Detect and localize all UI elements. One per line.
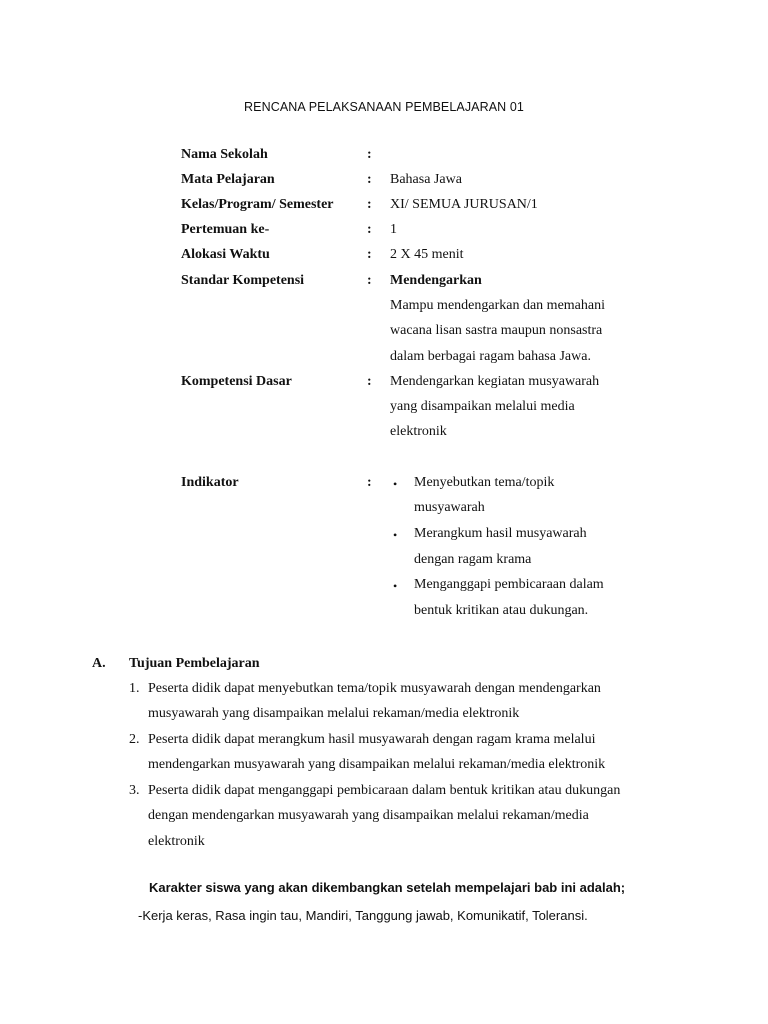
field-value: 2 X 45 menit bbox=[390, 247, 464, 262]
list-item-line: Peserta didik dapat merangkum hasil musyawarah dengan ragam krama melalui bbox=[148, 732, 596, 747]
bullet-icon: • bbox=[393, 579, 398, 593]
field-label: Standar Kompetensi bbox=[181, 273, 305, 288]
field-value: XI/ SEMUA JURUSAN/1 bbox=[390, 197, 538, 212]
field-label: Alokasi Waktu bbox=[181, 247, 270, 262]
list-item-line: elektronik bbox=[148, 834, 205, 849]
field-separator: : bbox=[367, 197, 372, 212]
field-heading: Mendengarkan bbox=[390, 273, 482, 288]
field-separator: : bbox=[367, 222, 372, 237]
list-number: 3. bbox=[129, 783, 140, 798]
indikator-item-line: Menganggapi pembicaraan dalam bbox=[414, 577, 604, 592]
section-title: Tujuan Pembelajaran bbox=[129, 656, 260, 671]
field-label: Pertemuan ke- bbox=[181, 222, 270, 237]
list-item-line: musyawarah yang disampaikan melalui rekaman/media elektronik bbox=[148, 706, 520, 721]
field-value-line: Mampu mendengarkan dan memahani bbox=[390, 298, 605, 313]
list-number: 1. bbox=[129, 681, 140, 696]
indikator-item-line: Merangkum hasil musyawarah bbox=[414, 526, 587, 541]
field-label: Kelas/Program/ Semester bbox=[181, 197, 334, 212]
field-label: Nama Sekolah bbox=[181, 147, 268, 162]
karakter-heading: Karakter siswa yang akan dikembangkan setelah mempelajari bab ini adalah; bbox=[149, 880, 626, 895]
field-value-line: yang disampaikan melalui media bbox=[390, 399, 575, 414]
field-separator: : bbox=[367, 247, 372, 262]
karakter-values: -Kerja keras, Rasa ingin tau, Mandiri, Tanggung jawab, Komunikatif, Toleransi. bbox=[138, 908, 588, 923]
field-separator: : bbox=[367, 475, 372, 490]
list-item-line: Peserta didik dapat menyebutkan tema/topik musyawarah dengan mendengarkan bbox=[148, 681, 601, 696]
field-value-line: elektronik bbox=[390, 424, 447, 439]
field-separator: : bbox=[367, 374, 372, 389]
field-label: Kompetensi Dasar bbox=[181, 374, 292, 389]
indikator-item-line: musyawarah bbox=[414, 500, 485, 515]
bullet-icon: • bbox=[393, 528, 398, 542]
field-value: 1 bbox=[390, 222, 397, 237]
document-title: RENCANA PELAKSANAAN PEMBELAJARAN 01 bbox=[244, 100, 524, 114]
field-value: Bahasa Jawa bbox=[390, 172, 462, 187]
field-value-line: wacana lisan sastra maupun nonsastra bbox=[390, 323, 603, 338]
list-item-line: dengan mendengarkan musyawarah yang disampaikan melalui rekaman/media bbox=[148, 808, 589, 823]
list-item-line: Peserta didik dapat menganggapi pembicaraan dalam bentuk kritikan atau dukungan bbox=[148, 783, 621, 798]
indikator-item-line: bentuk kritikan atau dukungan. bbox=[414, 603, 589, 618]
list-number: 2. bbox=[129, 732, 140, 747]
indikator-item-line: dengan ragam krama bbox=[414, 552, 532, 567]
field-value-line: Mendengarkan kegiatan musyawarah bbox=[390, 374, 600, 389]
list-item-line: mendengarkan musyawarah yang disampaikan melalui rekaman/media elektronik bbox=[148, 757, 606, 772]
field-label: Mata Pelajaran bbox=[181, 172, 275, 187]
field-separator: : bbox=[367, 273, 372, 288]
field-value-line: dalam berbagai ragam bahasa Jawa. bbox=[390, 349, 591, 364]
bullet-icon: • bbox=[393, 477, 398, 491]
field-separator: : bbox=[367, 172, 372, 187]
field-label: Indikator bbox=[181, 475, 239, 490]
field-separator: : bbox=[367, 147, 372, 162]
section-letter: A. bbox=[92, 656, 106, 671]
indikator-item-line: Menyebutkan tema/topik bbox=[414, 475, 555, 490]
